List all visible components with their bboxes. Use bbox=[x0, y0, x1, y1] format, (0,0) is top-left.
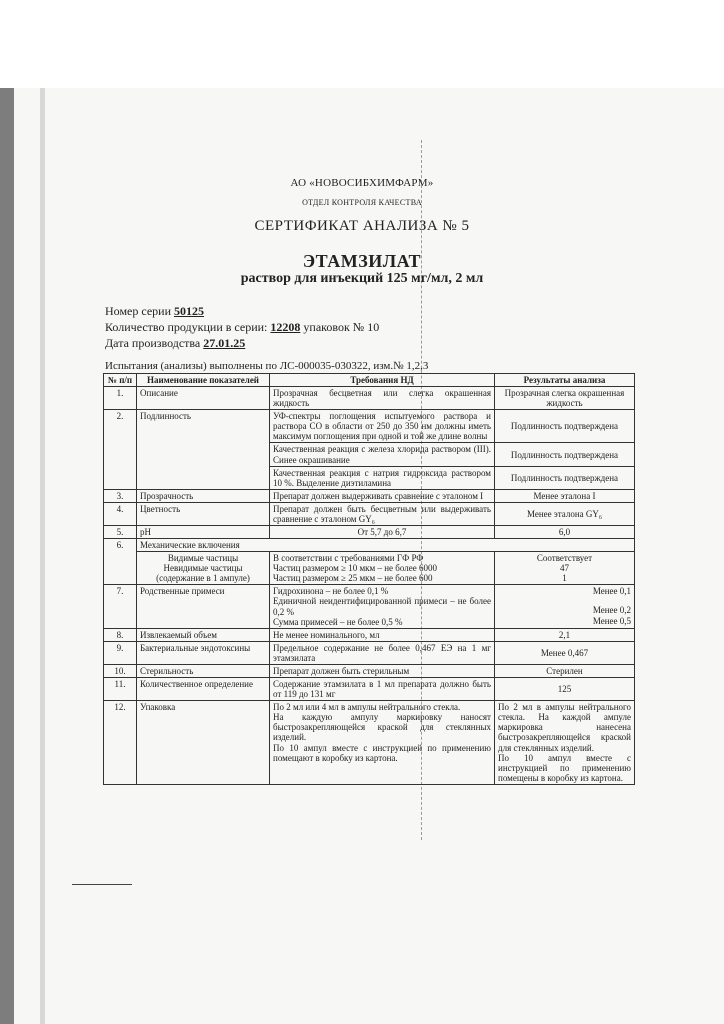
requirement-line: Гидрохинона – не более 0,1 % bbox=[273, 586, 389, 597]
requirement-line: Частиц размером ≥ 10 мкм – не более 6000 bbox=[273, 563, 437, 574]
row-requirement: Прозрачная бесцветная или слегка окрашенная жидкость bbox=[270, 387, 495, 410]
row-result: Стерилен bbox=[495, 664, 635, 677]
row-requirement: Препарат должен быть бесцветным или выдерживать сравнение с эталоном GY₆ bbox=[270, 502, 495, 525]
row-requirement: Предельное содержание не более 0,467 ЕЭ на 1 мг этамзилата bbox=[270, 641, 495, 664]
row-no: 1. bbox=[104, 387, 137, 410]
row-no: 9. bbox=[104, 641, 137, 664]
result-line: Менее 0,2 bbox=[592, 605, 631, 616]
table-row bbox=[104, 552, 635, 585]
requirement-line: По 10 ампул вместе с инструкцией по применению помещают в коробку из картона. bbox=[273, 742, 491, 763]
row-no: 8. bbox=[104, 628, 137, 641]
date-label: Дата производства bbox=[105, 336, 201, 350]
series-line bbox=[105, 304, 204, 319]
requirement-line: На каждую ампулу маркировку наносят быстрозакрепляющейся краской для стеклянных изделий. bbox=[273, 712, 491, 743]
table-row bbox=[104, 526, 635, 539]
row-name: Механические включения bbox=[137, 539, 635, 552]
header-results: Результаты анализа bbox=[495, 374, 635, 387]
row-name: Прозрачность bbox=[137, 489, 270, 502]
row-no: 12. bbox=[104, 701, 137, 785]
requirement-line: Частиц размером ≥ 25 мкм – не более 600 bbox=[273, 573, 433, 584]
date-value: 27.01.25 bbox=[203, 336, 246, 350]
row-name: Описание bbox=[137, 387, 270, 410]
row-result: Менее эталона I bbox=[495, 489, 635, 502]
table-row bbox=[104, 387, 635, 410]
row-result: 6,0 bbox=[495, 526, 635, 539]
result-line: Менее 0,5 bbox=[592, 615, 631, 626]
product-name: ЭТАМЗИЛАТ bbox=[302, 251, 422, 271]
row-name: Бактериальные эндотоксины bbox=[137, 641, 270, 664]
row-no: 3. bbox=[104, 489, 137, 502]
analysis-table bbox=[103, 373, 635, 785]
row-name: Цветность bbox=[137, 502, 270, 525]
tests-line: Испытания (анализы) выполнены по ЛС-000035-030322, изм.№ 1,2,3 bbox=[105, 360, 429, 372]
subname: Невидимые частицы bbox=[163, 563, 243, 574]
row-name: Упаковка bbox=[137, 701, 270, 785]
row-result bbox=[495, 552, 635, 585]
table-row bbox=[104, 664, 635, 677]
result-line: Соответствует bbox=[536, 553, 593, 564]
series-label: Номер серии bbox=[105, 304, 171, 318]
table-row bbox=[104, 678, 635, 701]
row-name: Подлинность bbox=[137, 410, 270, 490]
subname: (содержание в 1 ампуле) bbox=[156, 573, 250, 584]
row-no: 5. bbox=[104, 526, 137, 539]
row-requirement: Не менее номинального, мл bbox=[270, 628, 495, 641]
row-requirement: Препарат должен выдерживать сравнение с эталоном I bbox=[270, 489, 495, 502]
table-row bbox=[104, 410, 635, 443]
date-line bbox=[105, 336, 245, 351]
header-requirements: Требования НД bbox=[270, 374, 495, 387]
row-requirement bbox=[270, 552, 495, 585]
row-no: 7. bbox=[104, 585, 137, 628]
row-requirement: Препарат должен быть стерильным bbox=[270, 664, 495, 677]
certificate-title: СЕРТИФИКАТ АНАЛИЗА № 5 bbox=[254, 218, 470, 234]
quantity-label: Количество продукции в серии: bbox=[105, 320, 268, 334]
table-row bbox=[104, 502, 635, 525]
row-no: 11. bbox=[104, 678, 137, 701]
row-result: Подлинность подтверждена bbox=[495, 410, 635, 443]
row-requirement: От 5,7 до 6,7 bbox=[270, 526, 495, 539]
table-row bbox=[104, 701, 635, 785]
row-result: 125 bbox=[495, 678, 635, 701]
row-requirement: Качественная реакция с натрия гидроксида раствором 10 %. Выделение диэтиламина bbox=[270, 466, 495, 489]
table-row bbox=[104, 585, 635, 628]
row-name: Стерильность bbox=[137, 664, 270, 677]
requirement-line: По 2 мл или 4 мл в ампулы нейтрального стекла. bbox=[273, 702, 461, 713]
row-result: Подлинность подтверждена bbox=[495, 443, 635, 466]
result-line: 47 bbox=[560, 563, 569, 574]
quantity-suffix: упаковок № 10 bbox=[303, 320, 380, 334]
row-result: 2,1 bbox=[495, 628, 635, 641]
header-name: Наименование показателей bbox=[137, 374, 270, 387]
row-result: Менее 0,467 bbox=[495, 641, 635, 664]
result-line: Менее 0,1 bbox=[592, 586, 631, 597]
row-result: Подлинность подтверждена bbox=[495, 466, 635, 489]
requirement-line: Единичной неидентифицированной примеси – не более 0,2 % bbox=[273, 596, 491, 617]
product-form: раствор для инъекций 125 мг/мл, 2 мл bbox=[240, 271, 484, 286]
quantity-line bbox=[105, 320, 379, 335]
table-row bbox=[104, 489, 635, 502]
department-name: ОТДЕЛ КОНТРОЛЯ КАЧЕСТВА bbox=[302, 198, 422, 207]
row-no: 4. bbox=[104, 502, 137, 525]
row-requirement bbox=[270, 701, 495, 785]
row-no: 2. bbox=[104, 410, 137, 490]
row-name: pH bbox=[137, 526, 270, 539]
row-no: 10. bbox=[104, 664, 137, 677]
row-requirement bbox=[270, 585, 495, 628]
series-value: 50125 bbox=[174, 304, 204, 318]
table-header-row bbox=[104, 374, 635, 387]
requirement-line: Сумма примесей – не более 0,5 % bbox=[273, 616, 403, 627]
row-requirement: Содержание этамзилата в 1 мл препарата должно быть от 119 до 131 мг bbox=[270, 678, 495, 701]
row-name: Родственные примеси bbox=[137, 585, 270, 628]
requirement-line: В соответствии с требованиями ГФ РФ bbox=[273, 553, 424, 564]
result-line: По 2 мл в ампулы нейтрального стекла. На каждой ампуле маркировка нанесена быстрозакрепляющейся краской для стеклянных изделий. bbox=[498, 702, 631, 753]
row-name: Извлекаемый объем bbox=[137, 628, 270, 641]
row-requirement: Качественная реакция с железа хлорида раствором (III). Синее окрашивание bbox=[270, 443, 495, 466]
table-row bbox=[104, 628, 635, 641]
row-result bbox=[495, 585, 635, 628]
row-result bbox=[495, 701, 635, 785]
row-name: Количественное определение bbox=[137, 678, 270, 701]
table-row bbox=[104, 539, 635, 552]
header-no: № п/п bbox=[104, 374, 137, 387]
row-result: Прозрачная слегка окрашенная жидкость bbox=[495, 387, 635, 410]
row-requirement: УФ-спектры поглощения испытуемого раствора и раствора СО в области от 250 до 350 нм должны иметь максимум поглощения при одной и той же длине волны bbox=[270, 410, 495, 443]
scan-top-margin bbox=[0, 0, 724, 88]
signature-line bbox=[72, 884, 132, 885]
subname: Видимые частицы bbox=[167, 553, 239, 564]
quantity-value: 12208 bbox=[270, 320, 301, 334]
row-result: Менее эталона GY₆ bbox=[495, 502, 635, 525]
table-row bbox=[104, 641, 635, 664]
row-subnames bbox=[137, 552, 270, 585]
result-line: По 10 ампул вместе с инструкцией по применению помещены в коробку из картона. bbox=[498, 752, 631, 783]
row-no: 6. bbox=[104, 539, 137, 585]
result-line: 1 bbox=[562, 573, 567, 584]
organization-name: АО «НОВОСИБХИМФАРМ» bbox=[290, 177, 434, 189]
